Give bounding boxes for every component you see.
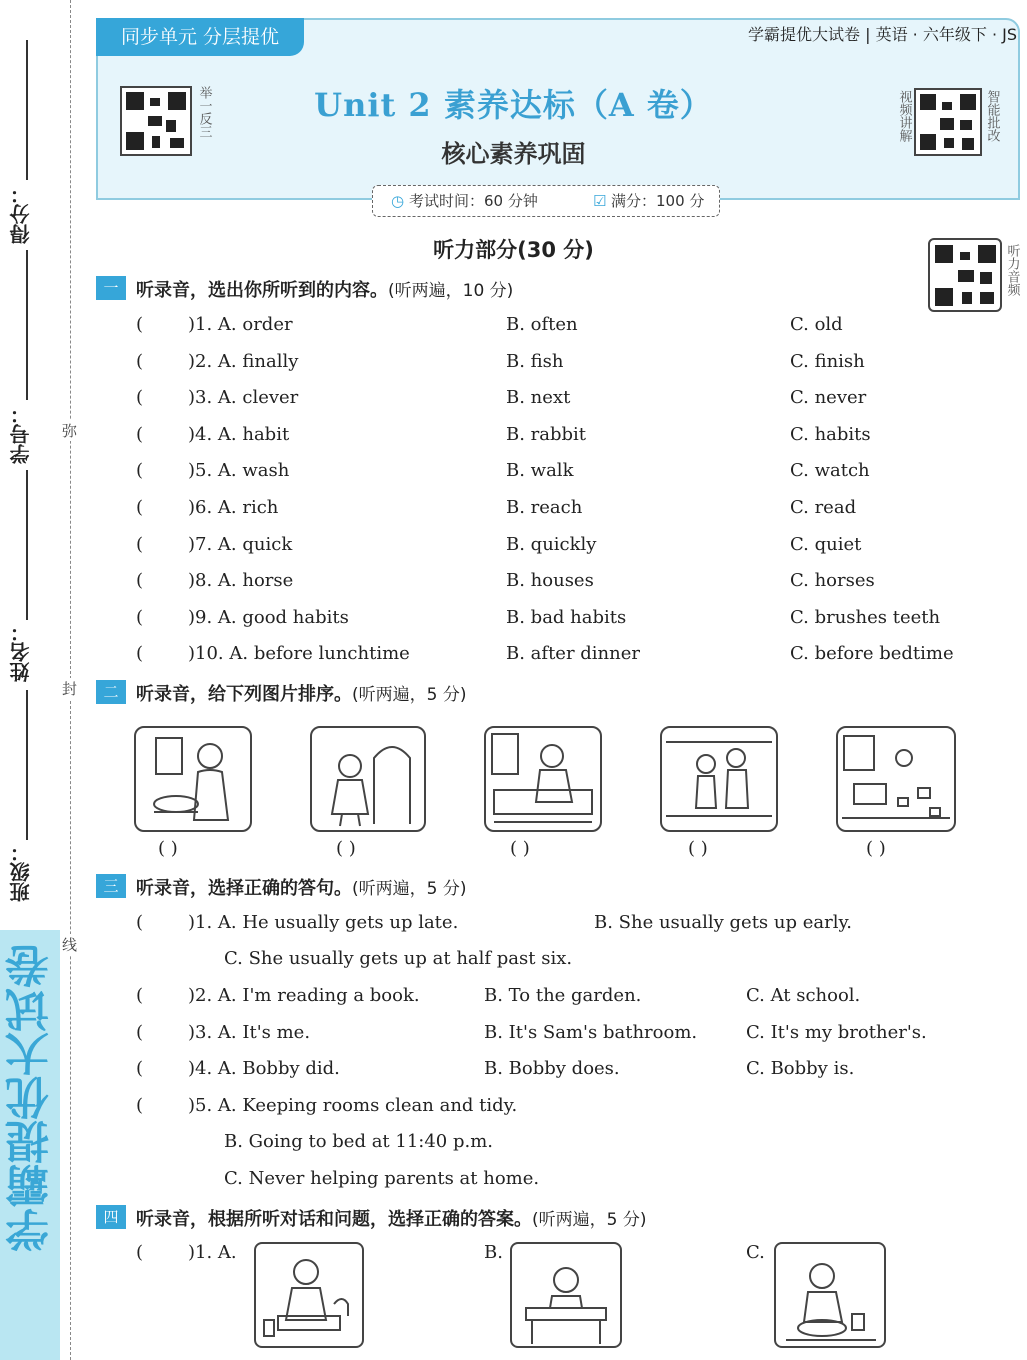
s3-q4-option-c: C. Bobby is. — [746, 1058, 855, 1079]
brand-vertical-text: 学霸提优大试卷 — [6, 944, 57, 1252]
s3-q3-option-a: )3. A. It's me. — [188, 1022, 311, 1043]
s1-q3-option-b: B. next — [506, 387, 571, 409]
s3-q5-option-a: )5. A. Keeping rooms clean and tidy. — [188, 1095, 518, 1116]
s3-q4-option-b: B. Bobby does. — [484, 1058, 620, 1079]
s4-q1-picture-a[interactable] — [254, 1242, 364, 1348]
header-tag: 同步单元 分层提优 — [96, 18, 304, 56]
s1-q2-option-b: B. fish — [506, 350, 564, 372]
s3-q4-option-a: )4. A. Bobby did. — [188, 1058, 340, 1079]
picture-5 — [836, 726, 956, 832]
s1-q4-option-c: C. habits — [790, 423, 871, 445]
s3-q5-paren[interactable]: ( — [136, 1095, 144, 1116]
washing-illustration — [136, 728, 250, 830]
s1-q9-option-b: B. bad habits — [506, 606, 627, 628]
s1-q7-option-b: B. quickly — [506, 533, 597, 555]
s1-q2-option-c: C. finish — [790, 350, 865, 372]
picture-4-answer[interactable]: ( ) — [688, 838, 708, 859]
s3-q2-option-b: B. To the garden. — [484, 985, 642, 1006]
s1-q6-paren[interactable]: ( — [136, 497, 144, 518]
washing-clothes-illustration — [776, 1244, 884, 1346]
s1-q10-option-a: )10. A. before lunchtime — [188, 643, 410, 665]
s3-q4-paren[interactable]: ( — [136, 1058, 144, 1079]
s1-q7-paren[interactable]: ( — [136, 533, 144, 555]
exam-info-box — [372, 185, 720, 217]
section-1-title: 听录音，选出你所听到的内容。(听两遍，10 分) — [136, 280, 514, 301]
page-title: Unit 2 素养达标（A 卷） — [314, 86, 713, 124]
s3-q3-paren[interactable]: ( — [136, 1022, 144, 1043]
qr-left-label: 举一反三 — [196, 86, 212, 138]
picture-3 — [484, 726, 602, 832]
s1-q3-option-c: C. never — [790, 387, 867, 409]
picture-1-answer[interactable]: ( ) — [158, 838, 178, 859]
section-2-number: 二 — [96, 680, 126, 704]
s1-q8-paren[interactable]: ( — [136, 570, 144, 592]
picture-2 — [310, 726, 426, 832]
s3-q2-option-a: )2. A. I'm reading a book. — [188, 985, 420, 1006]
check-icon: ☑ — [593, 192, 607, 210]
s4-q1-paren[interactable]: ( — [136, 1242, 144, 1263]
qr-code-right[interactable] — [914, 88, 982, 156]
qr-right-label-a: 视频讲解 — [896, 90, 912, 142]
section-2-title: 听录音，给下列图片排序。(听两遍，5 分) — [136, 684, 467, 705]
washing-hands-illustration — [256, 1244, 362, 1346]
s1-q9-option-c: C. brushes teeth — [790, 606, 941, 628]
section-3-number: 三 — [96, 874, 126, 898]
s1-q10-option-b: B. after dinner — [506, 643, 640, 665]
brand-strip — [0, 930, 60, 1360]
qr-right-label-b: 智能批改 — [984, 90, 1000, 142]
s1-q2-option-a: )2. A. finally — [188, 350, 299, 372]
section-4-title: 听录音，根据所听对话和问题，选择正确的答案。(听两遍，5 分) — [136, 1209, 647, 1230]
s3-q1-option-a: )1. A. He usually gets up late. — [188, 912, 459, 933]
s1-q1-option-a: )1. A. order — [188, 314, 293, 335]
s1-q3-option-a: )3. A. clever — [188, 387, 299, 409]
section-4-number: 四 — [96, 1205, 126, 1229]
picture-3-answer[interactable]: ( ) — [510, 838, 530, 859]
qr-listening-label: 听力音频 — [1004, 244, 1020, 296]
s1-q9-option-a: )9. A. good habits — [188, 606, 349, 628]
s1-q5-option-a: )5. A. wash — [188, 460, 290, 482]
clock-icon: ◷ — [391, 192, 405, 210]
picture-1 — [134, 726, 252, 832]
id-line — [26, 470, 28, 620]
s1-q5-paren[interactable]: ( — [136, 460, 144, 482]
score-line-2 — [26, 250, 28, 400]
page-subtitle: 核心素养巩固 — [441, 140, 586, 168]
s3-q2-paren[interactable]: ( — [136, 985, 144, 1006]
s4-q1-option-c: C. — [746, 1242, 765, 1263]
s3-q1-option-c: C. She usually gets up at half past six. — [224, 948, 573, 969]
s1-q1-option-c: C. old — [790, 314, 843, 335]
section-1-number: 一 — [96, 276, 126, 300]
s1-q4-paren[interactable]: ( — [136, 423, 144, 445]
part-title: 听力部分(30 分) — [433, 238, 594, 262]
s1-q7-option-a: )7. A. quick — [188, 533, 293, 555]
picture-5-answer[interactable]: ( ) — [866, 838, 886, 859]
series-brandline: 学霸提优大试卷 | 英语 · 六年级下 · JS — [748, 25, 1017, 44]
award-illustration — [662, 728, 776, 830]
s3-q2-option-c: C. At school. — [746, 985, 861, 1006]
s1-q3-paren[interactable]: ( — [136, 387, 144, 409]
class-label: 班级： — [9, 842, 33, 902]
s1-q4-option-a: )4. A. habit — [188, 423, 290, 445]
id-label: 学号： — [9, 404, 33, 464]
s1-q10-paren[interactable]: ( — [136, 643, 144, 665]
exam-time: 考试时间：60 分钟 — [409, 192, 538, 210]
s4-q1-option-b: B. — [484, 1242, 503, 1263]
full-score: 满分：100 分 — [611, 192, 705, 210]
s1-q1-option-b: B. often — [506, 314, 578, 335]
s1-q6-option-c: C. read — [790, 497, 857, 518]
s3-q5-option-c: C. Never helping parents at home. — [224, 1168, 540, 1189]
score-label: 得分： — [9, 184, 33, 244]
picture-2-answer[interactable]: ( ) — [336, 838, 356, 859]
s3-q1-paren[interactable]: ( — [136, 912, 144, 933]
s1-q5-option-c: C. watch — [790, 460, 870, 482]
s3-q1-option-b: B. She usually gets up early. — [594, 912, 852, 933]
s4-q1-picture-b[interactable] — [510, 1242, 622, 1348]
s1-q10-option-c: C. before bedtime — [790, 643, 954, 665]
s1-q4-option-b: B. rabbit — [506, 423, 587, 445]
s1-q8-option-c: C. horses — [790, 570, 875, 592]
picture-4 — [660, 726, 778, 832]
name-label: 姓名： — [9, 622, 33, 682]
s3-q5-option-b: B. Going to bed at 11:40 p.m. — [224, 1131, 494, 1152]
s1-q5-option-b: B. walk — [506, 460, 574, 482]
s1-q2-paren[interactable]: ( — [136, 350, 144, 372]
s1-q7-option-c: C. quiet — [790, 533, 862, 555]
name-line — [26, 690, 28, 840]
s1-q8-option-a: )8. A. horse — [188, 570, 294, 592]
s3-q3-option-b: B. It's Sam's bathroom. — [484, 1022, 698, 1043]
s1-q6-option-b: B. reach — [506, 497, 583, 518]
bed-illustration — [486, 728, 600, 830]
s1-q8-option-b: B. houses — [506, 570, 594, 592]
cleaning-table-illustration — [512, 1244, 620, 1346]
s1-q1-paren[interactable]: ( — [136, 314, 144, 335]
seal-char-2: 封 — [62, 680, 78, 698]
section-3-title: 听录音，选择正确的答句。(听两遍，5 分) — [136, 878, 467, 899]
messy-room-illustration — [838, 728, 954, 830]
s4-q1-option-a: )1. A. — [188, 1242, 237, 1263]
seal-char-3: 线 — [62, 936, 78, 954]
s3-q3-option-c: C. It's my brother's. — [746, 1022, 927, 1043]
door-illustration — [312, 728, 424, 830]
s1-q9-paren[interactable]: ( — [136, 606, 144, 628]
s4-q1-picture-c[interactable] — [774, 1242, 886, 1348]
seal-char-1: 弥 — [62, 422, 78, 440]
s1-q6-option-a: )6. A. rich — [188, 497, 279, 518]
